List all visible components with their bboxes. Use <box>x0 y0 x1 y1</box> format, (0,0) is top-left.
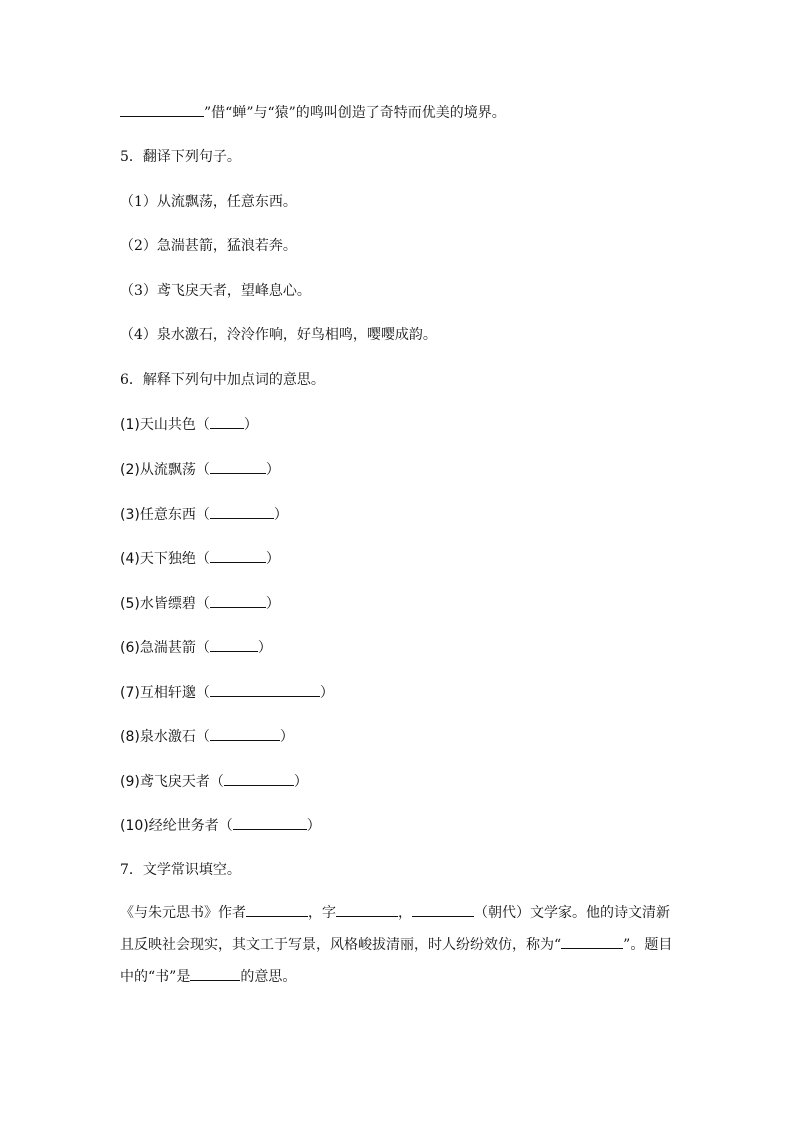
q6-item-2: (2)从流飘荡（ ） <box>120 459 280 480</box>
q6-item-7: (7)互相轩邈（ ） <box>120 682 334 703</box>
answer-blank[interactable] <box>233 815 307 830</box>
q4-tail-text: ”借“蝉”与“猿”的鸣叫创造了奇特而优美的境界。 <box>204 105 506 121</box>
answer-blank[interactable] <box>210 548 266 563</box>
q5-item-1: （1）从流飘荡，任意东西。 <box>120 194 297 210</box>
dynasty-blank[interactable] <box>412 902 474 917</box>
q6-item-3: (3)任意东西（ ） <box>120 504 288 525</box>
meaning-blank[interactable] <box>190 966 240 981</box>
style-name-blank[interactable] <box>561 934 623 949</box>
q6-item-4: (4)天下独绝（ ） <box>120 548 280 569</box>
q6-item-10: (10)经纶世务者（ ） <box>120 815 321 836</box>
answer-blank[interactable] <box>210 593 266 608</box>
courtesy-name-blank[interactable] <box>336 902 398 917</box>
q5-item-4: （4）泉水激石，泠泠作响，好鸟相鸣，嘤嘤成韵。 <box>120 327 437 343</box>
q5-heading: 5．翻译下列句子。 <box>120 149 241 165</box>
q6-item-1: (1)天山共色（ ） <box>120 414 258 435</box>
answer-blank[interactable] <box>224 771 294 786</box>
q7-paragraph: 《与朱元思书》作者 ，字 ， （朝代）文学家。他的诗文清新 且反映社会现实，其文工于写景，风格峻拔清丽，时人纷纷效仿，称为“ ”。题目 中的“书”是 的意思。 <box>120 897 680 993</box>
answer-blank[interactable] <box>210 414 244 429</box>
answer-blank[interactable] <box>210 459 266 474</box>
author-blank[interactable] <box>246 902 308 917</box>
q6-item-5: (5)水皆缥碧（ ） <box>120 593 280 614</box>
q6-item-9: (9)鸢飞戾天者（ ） <box>120 771 308 792</box>
q6-item-8: (8)泉水激石（ ） <box>120 726 294 747</box>
q5-item-3: （3）鸢飞戾天者，望峰息心。 <box>120 283 311 299</box>
q6-heading: 6．解释下列句中加点词的意思。 <box>120 372 325 388</box>
q5-item-2: （2）急湍甚箭，猛浪若奔。 <box>120 238 297 254</box>
q7-heading: 7．文学常识填空。 <box>120 862 241 878</box>
answer-blank[interactable] <box>210 682 320 697</box>
answer-blank[interactable] <box>210 504 274 519</box>
answer-blank[interactable] <box>210 726 280 741</box>
q4-tail-line <box>120 102 506 123</box>
q6-item-6: (6)急湍甚箭（ ） <box>120 637 272 658</box>
answer-blank[interactable] <box>210 637 258 652</box>
answer-blank[interactable] <box>120 102 204 117</box>
